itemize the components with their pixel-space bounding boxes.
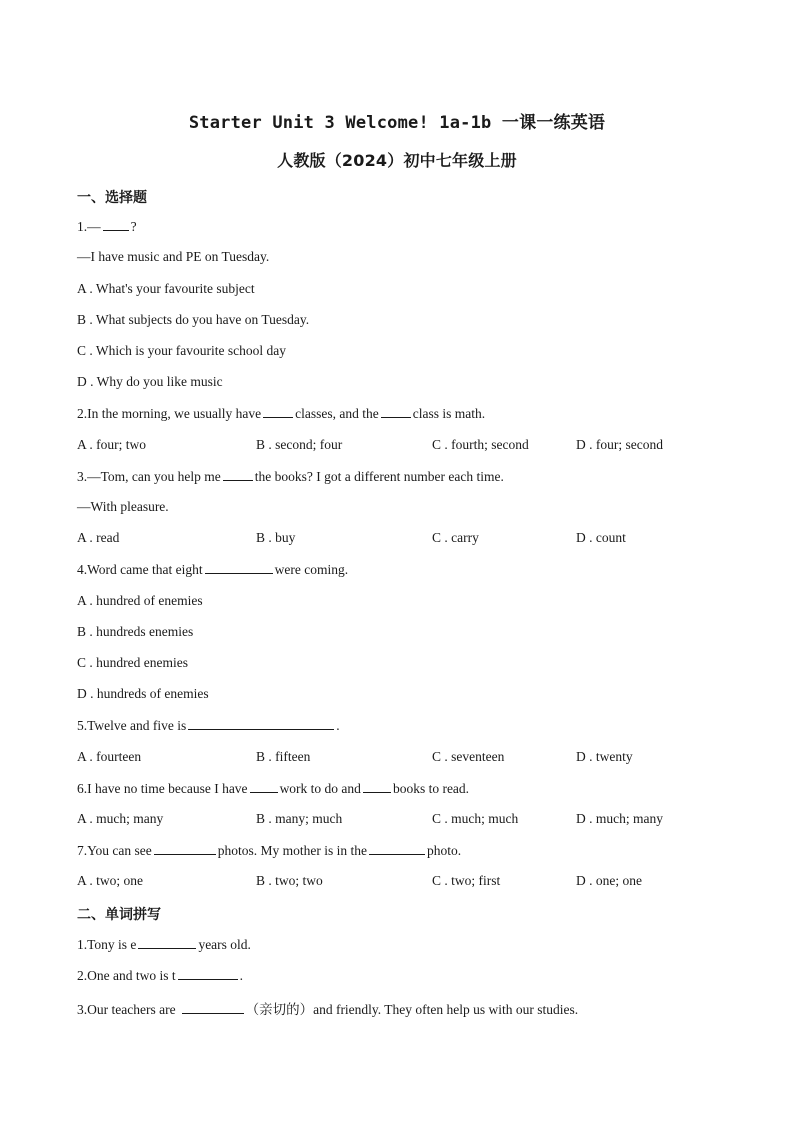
question-text: 3.—Tom, can you help me — [77, 469, 221, 484]
question-2-stem — [77, 405, 485, 422]
question-6-option-d: D . much; many — [576, 811, 663, 826]
question-text: （亲切的）and friendly. They often help us with our studies. — [245, 1002, 579, 1017]
answer-blank — [223, 468, 253, 481]
section-heading-spelling: 二、单词拼写 — [77, 907, 161, 923]
answer-blank — [154, 842, 216, 855]
question-6-option-a: A . much; many — [77, 811, 164, 826]
question-3-option-b: B . buy — [256, 530, 296, 545]
answer-blank — [381, 405, 411, 418]
answer-blank — [182, 1001, 244, 1014]
question-text: years old. — [198, 937, 251, 952]
question-1-option-d: D . Why do you like music — [77, 374, 223, 389]
question-6-stem — [77, 780, 469, 797]
question-text: books to read. — [392, 781, 470, 796]
question-3-dialogue: —With pleasure. — [77, 499, 169, 514]
question-text: 3.Our teachers are — [77, 1002, 176, 1017]
question-text: the books? I got a different number each time. — [254, 469, 504, 484]
question-4-option-b: B . hundreds enemies — [77, 624, 194, 639]
question-7-option-c: C . two; first — [432, 873, 501, 888]
question-text: 7.You can see — [77, 843, 152, 858]
question-1-stem — [77, 218, 137, 235]
question-5-option-a: A . fourteen — [77, 749, 142, 764]
question-text: ? — [130, 219, 137, 234]
question-text: 1.— — [77, 219, 101, 234]
answer-blank — [138, 936, 196, 949]
question-2-option-c: C . fourth; second — [432, 437, 529, 452]
question-text: photos. My mother is in the — [217, 843, 367, 858]
spelling-3 — [77, 998, 578, 1018]
answer-blank — [188, 717, 334, 730]
answer-blank — [369, 842, 425, 855]
question-text: were coming. — [274, 562, 349, 577]
question-2-option-b: B . second; four — [256, 437, 343, 452]
question-text: 1.Tony is e — [77, 937, 137, 952]
question-text: class is math. — [412, 406, 486, 421]
answer-blank — [363, 780, 391, 793]
question-4-option-a: A . hundred of enemies — [77, 593, 203, 608]
question-text: work to do and — [279, 781, 361, 796]
question-3-option-c: C . carry — [432, 530, 479, 545]
question-3-option-a: A . read — [77, 530, 120, 545]
question-5-stem — [77, 717, 340, 734]
question-text: 2.One and two is t — [77, 968, 176, 983]
answer-blank — [103, 218, 129, 231]
question-1-dialogue: —I have music and PE on Tuesday. — [77, 249, 270, 264]
question-5-option-c: C . seventeen — [432, 749, 505, 764]
question-4-stem — [77, 561, 348, 578]
question-text: 2.In the morning, we usually have — [77, 406, 262, 421]
spelling-1 — [77, 936, 251, 953]
question-text: 4.Word came that eight — [77, 562, 203, 577]
question-5-option-b: B . fifteen — [256, 749, 311, 764]
question-7-option-a: A . two; one — [77, 873, 143, 888]
question-4-option-d: D . hundreds of enemies — [77, 686, 209, 701]
question-1-option-b: B . What subjects do you have on Tuesday. — [77, 312, 310, 327]
question-7-option-d: D . one; one — [576, 873, 642, 888]
answer-blank — [205, 561, 273, 574]
question-2-option-d: D . four; second — [576, 437, 663, 452]
question-2-option-a: A . four; two — [77, 437, 146, 452]
question-1-option-a: A . What's your favourite subject — [77, 281, 255, 296]
question-3-option-d: D . count — [576, 530, 626, 545]
question-5-option-d: D . twenty — [576, 749, 633, 764]
question-7-option-b: B . two; two — [256, 873, 323, 888]
question-text: photo. — [427, 843, 462, 858]
answer-blank — [178, 967, 238, 980]
question-6-option-c: C . much; much — [432, 811, 519, 826]
answer-blank — [250, 780, 278, 793]
answer-blank — [263, 405, 293, 418]
question-text: classes, and the — [295, 406, 379, 421]
section-heading-choice: 一、选择题 — [77, 190, 147, 206]
spelling-2 — [77, 967, 243, 984]
question-7-stem — [77, 842, 461, 859]
document-title: Starter Unit 3 Welcome! 1a-1b 一课一练英语 — [188, 113, 606, 133]
question-text: 5.Twelve and five is — [77, 718, 187, 733]
question-text: . — [336, 718, 340, 733]
question-6-option-b: B . many; much — [256, 811, 343, 826]
question-text: . — [239, 968, 243, 983]
question-1-option-c: C . Which is your favourite school day — [77, 343, 286, 358]
document-subtitle: 人教版（2024）初中七年级上册 — [277, 151, 517, 170]
question-3-stem — [77, 468, 504, 485]
question-4-option-c: C . hundred enemies — [77, 655, 188, 670]
question-text: 6.I have no time because I have — [77, 781, 248, 796]
